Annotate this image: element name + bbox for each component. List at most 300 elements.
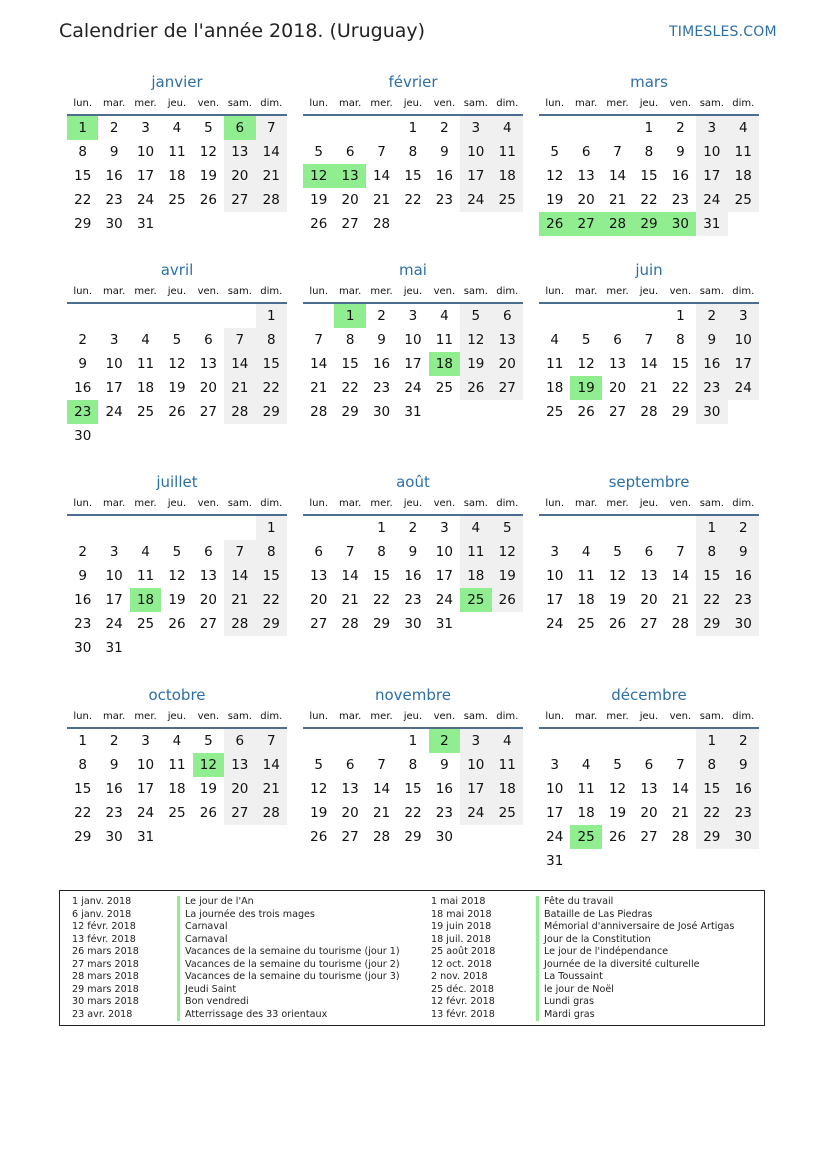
weekday-label: sam. [463, 286, 488, 297]
week-row [67, 424, 287, 448]
day-empty [334, 729, 365, 753]
holiday-name: Vacances de la semaine du tourisme (jour 3) [177, 971, 400, 984]
day-cell: 6 [345, 144, 355, 160]
day-cell: 10 [546, 568, 564, 584]
week-row [539, 825, 759, 849]
month-name: avril [160, 261, 194, 279]
month-name: décembre [611, 686, 687, 704]
weekday-label: lun. [309, 498, 329, 509]
week-row [67, 516, 287, 540]
day-empty [570, 516, 601, 540]
day-cell: 6 [345, 757, 355, 773]
day-empty [728, 400, 759, 424]
day-cell: 5 [172, 332, 182, 348]
holiday-entry [72, 984, 400, 997]
month-1 [67, 70, 287, 236]
day-cell: 27 [224, 801, 255, 825]
day-cell: 10 [435, 544, 453, 560]
day-empty [539, 729, 570, 753]
day-cell: 10 [105, 356, 123, 372]
month-5 [303, 258, 523, 424]
week-row [67, 140, 287, 164]
day-cell: 14 [640, 356, 658, 372]
day-holiday: 18 [130, 588, 161, 612]
weekday-label: jeu. [639, 498, 659, 509]
day-cell: 24 [728, 376, 759, 400]
month-4 [67, 258, 287, 448]
weekday-label: jeu. [403, 98, 423, 109]
weekday-label: dim. [496, 711, 519, 722]
weekday-label: sam. [699, 498, 724, 509]
day-cell: 2 [78, 544, 87, 560]
day-cell: 24 [136, 805, 155, 821]
week-row [539, 400, 759, 424]
weekday-label: mer. [134, 286, 157, 297]
brand-link[interactable]: TIMESLES.COM [669, 24, 777, 40]
day-cell: 7 [256, 729, 287, 753]
holiday-date: 29 mars 2018 [72, 983, 139, 995]
day-empty [256, 212, 287, 236]
day-empty [130, 304, 161, 328]
weekday-label: sam. [463, 711, 488, 722]
holiday-entry [72, 1009, 400, 1022]
day-cell: 27 [640, 829, 658, 845]
day-cell: 31 [404, 404, 422, 420]
day-cell: 6 [204, 544, 213, 560]
week-row [67, 400, 287, 424]
day-cell: 29 [341, 404, 359, 420]
day-cell: 2 [78, 332, 87, 348]
day-empty [728, 212, 759, 236]
day-cell: 1 [256, 516, 287, 540]
day-cell: 22 [640, 192, 658, 208]
week-row [539, 801, 759, 825]
day-cell: 28 [640, 404, 658, 420]
day-cell: 19 [168, 380, 186, 396]
day-cell: 27 [199, 616, 217, 632]
day-cell: 15 [341, 356, 359, 372]
day-empty [492, 825, 523, 849]
day-cell: 5 [492, 516, 523, 540]
month-name: février [388, 73, 438, 91]
day-cell: 8 [377, 544, 386, 560]
day-cell: 17 [105, 592, 123, 608]
day-cell: 10 [404, 332, 422, 348]
day-cell: 23 [404, 592, 422, 608]
day-cell: 9 [78, 568, 87, 584]
day-cell: 15 [74, 168, 92, 184]
weekday-label: sam. [227, 98, 252, 109]
day-cell: 21 [671, 592, 689, 608]
day-cell: 11 [460, 540, 491, 564]
month-10 [67, 683, 287, 849]
day-empty [366, 729, 397, 753]
day-cell: 30 [74, 640, 92, 656]
day-cell: 16 [105, 168, 123, 184]
day-holiday: 27 [570, 212, 601, 236]
day-cell: 11 [577, 568, 595, 584]
month-name: juin [635, 261, 663, 279]
day-empty [161, 424, 192, 448]
day-empty [193, 825, 224, 849]
day-cell: 2 [440, 120, 449, 136]
weekday-label: mar. [339, 498, 362, 509]
day-cell: 23 [435, 805, 453, 821]
day-cell: 19 [460, 352, 491, 376]
day-holiday: 12 [193, 753, 224, 777]
day-cell: 19 [168, 592, 186, 608]
day-cell: 13 [577, 168, 595, 184]
day-cell: 24 [136, 192, 155, 208]
weekday-label: dim. [260, 98, 283, 109]
day-cell: 24 [435, 592, 453, 608]
day-cell: 15 [640, 168, 658, 184]
day-cell: 11 [136, 568, 155, 584]
day-cell: 7 [345, 544, 355, 560]
day-cell: 16 [435, 781, 453, 797]
day-cell: 14 [341, 568, 359, 584]
day-cell: 25 [728, 188, 759, 212]
weekday-label: ven. [197, 711, 220, 722]
day-empty [193, 636, 224, 660]
day-cell: 26 [199, 192, 217, 208]
day-cell: 16 [74, 592, 92, 608]
day-cell: 1 [696, 729, 727, 753]
day-cell: 24 [105, 404, 123, 420]
month-6 [539, 258, 759, 424]
day-cell: 28 [224, 612, 255, 636]
day-cell: 20 [341, 805, 359, 821]
day-empty [696, 849, 727, 873]
day-cell: 26 [460, 376, 491, 400]
day-cell: 23 [74, 616, 92, 632]
day-cell: 22 [256, 588, 287, 612]
day-cell: 17 [404, 356, 422, 372]
week-row [67, 729, 287, 753]
weekday-label: ven. [433, 711, 456, 722]
day-cell: 4 [141, 544, 150, 560]
holiday-entry [431, 896, 734, 909]
day-empty [397, 212, 428, 236]
day-cell: 21 [640, 380, 658, 396]
weekday-header [303, 282, 523, 304]
day-cell: 24 [546, 829, 564, 845]
day-cell: 7 [256, 116, 287, 140]
weekday-label: jeu. [403, 711, 423, 722]
weekday-label: sam. [227, 498, 252, 509]
week-row [67, 212, 287, 236]
day-cell: 8 [696, 753, 727, 777]
day-cell: 14 [224, 352, 255, 376]
day-cell: 12 [492, 540, 523, 564]
weekday-label: jeu. [167, 711, 187, 722]
day-cell: 29 [256, 400, 287, 424]
day-cell: 19 [608, 592, 627, 608]
week-row [67, 188, 287, 212]
week-row [539, 753, 759, 777]
week-row [539, 352, 759, 376]
holiday-legend [59, 890, 765, 1026]
day-empty [256, 636, 287, 660]
day-cell: 6 [224, 729, 255, 753]
month-name: septembre [608, 473, 690, 491]
holiday-date: 1 mai 2018 [431, 896, 486, 907]
day-cell: 10 [136, 757, 155, 773]
weekday-label: jeu. [639, 711, 659, 722]
day-cell: 30 [435, 829, 453, 845]
day-empty [539, 116, 570, 140]
day-cell: 8 [408, 144, 418, 160]
day-cell: 3 [460, 116, 491, 140]
week-row [539, 376, 759, 400]
day-cell: 5 [204, 733, 213, 749]
day-empty [98, 516, 129, 540]
day-cell: 1 [256, 304, 287, 328]
holiday-entry [72, 946, 400, 959]
holiday-date: 23 avr. 2018 [72, 1008, 133, 1020]
day-cell: 17 [546, 805, 564, 821]
holiday-entry [431, 921, 734, 934]
weekday-label: mer. [370, 286, 393, 297]
day-cell: 22 [404, 192, 422, 208]
weekday-label: sam. [463, 98, 488, 109]
week-row [67, 376, 287, 400]
day-cell: 18 [577, 805, 595, 821]
weekday-label: jeu. [403, 286, 423, 297]
week-row [67, 588, 287, 612]
day-cell: 13 [492, 328, 523, 352]
week-row [539, 116, 759, 140]
holiday-date: 12 févr. 2018 [72, 921, 136, 932]
day-cell: 10 [728, 328, 759, 352]
weekday-label: mer. [134, 98, 157, 109]
day-empty [602, 729, 633, 753]
day-cell: 21 [608, 192, 627, 208]
day-cell: 23 [372, 380, 391, 396]
weekday-label: mer. [606, 98, 629, 109]
day-cell: 16 [372, 356, 391, 372]
week-row [539, 612, 759, 636]
day-cell: 16 [728, 564, 759, 588]
weekday-label: lun. [309, 98, 329, 109]
day-cell: 17 [105, 380, 123, 396]
day-holiday: 28 [602, 212, 633, 236]
day-cell: 21 [671, 805, 689, 821]
weekday-label: mer. [370, 98, 393, 109]
day-cell: 31 [546, 853, 564, 869]
day-cell: 20 [577, 192, 595, 208]
day-cell: 30 [105, 216, 123, 232]
day-cell: 14 [372, 168, 391, 184]
holiday-entry [431, 996, 734, 1009]
day-cell: 3 [440, 520, 449, 536]
day-cell: 26 [168, 616, 186, 632]
month-12 [539, 683, 759, 873]
day-empty [492, 400, 523, 424]
day-cell: 24 [460, 801, 491, 825]
day-cell: 30 [74, 428, 92, 444]
day-empty [193, 304, 224, 328]
day-cell: 5 [314, 144, 323, 160]
day-cell: 5 [550, 144, 559, 160]
day-cell: 28 [671, 829, 689, 845]
day-empty [429, 212, 460, 236]
day-cell: 4 [728, 116, 759, 140]
day-cell: 17 [435, 568, 453, 584]
holiday-date: 26 mars 2018 [72, 946, 139, 957]
day-cell: 3 [109, 544, 119, 560]
day-cell: 18 [168, 781, 186, 797]
month-name: août [396, 473, 430, 491]
month-name: mai [399, 261, 427, 279]
week-row [539, 164, 759, 188]
day-empty [633, 304, 664, 328]
day-cell: 11 [492, 140, 523, 164]
day-cell: 10 [546, 781, 564, 797]
day-cell: 27 [492, 376, 523, 400]
weekday-label: lun. [545, 286, 565, 297]
day-holiday: 1 [67, 116, 98, 140]
holiday-date: 25 déc. 2018 [431, 983, 495, 995]
day-cell: 8 [78, 757, 87, 773]
day-cell: 5 [204, 120, 213, 136]
day-cell: 4 [550, 332, 559, 348]
day-cell: 19 [310, 805, 328, 821]
day-cell: 2 [728, 729, 759, 753]
day-cell: 17 [696, 164, 727, 188]
day-cell: 8 [644, 144, 654, 160]
holiday-name: le jour de Noël [536, 984, 614, 997]
day-cell: 25 [136, 616, 155, 632]
day-cell: 1 [78, 733, 87, 749]
holiday-entry [72, 996, 400, 1009]
weekday-label: dim. [260, 711, 283, 722]
day-cell: 21 [310, 380, 328, 396]
month-name: mars [630, 73, 668, 91]
day-cell: 15 [696, 564, 727, 588]
day-cell: 24 [696, 188, 727, 212]
day-cell: 2 [676, 120, 685, 136]
day-cell: 14 [372, 781, 391, 797]
day-cell: 18 [492, 164, 523, 188]
holiday-name: Vacances de la semaine du tourisme (jour 2) [177, 959, 400, 972]
weekday-label: ven. [433, 286, 456, 297]
day-cell: 13 [199, 568, 217, 584]
day-cell: 15 [404, 168, 422, 184]
day-cell: 25 [168, 805, 186, 821]
weekday-label: mer. [606, 711, 629, 722]
day-empty [728, 849, 759, 873]
day-cell: 15 [671, 356, 689, 372]
month-9 [539, 470, 759, 636]
day-cell: 11 [168, 757, 186, 773]
day-cell: 3 [109, 332, 119, 348]
day-cell: 10 [136, 144, 155, 160]
day-cell: 15 [696, 777, 727, 801]
day-cell: 7 [314, 332, 323, 348]
day-cell: 18 [728, 164, 759, 188]
weekday-label: dim. [496, 498, 519, 509]
week-row [539, 328, 759, 352]
day-cell: 25 [577, 616, 595, 632]
day-cell: 20 [492, 352, 523, 376]
holiday-entry [431, 946, 734, 959]
holiday-entry [431, 959, 734, 972]
day-empty [98, 424, 129, 448]
day-cell: 30 [105, 829, 123, 845]
day-empty [460, 400, 491, 424]
week-row [303, 801, 523, 825]
month-name: janvier [151, 73, 203, 91]
weekday-label: lun. [73, 98, 93, 109]
week-row [539, 588, 759, 612]
day-cell: 8 [696, 540, 727, 564]
weekday-label: lun. [545, 498, 565, 509]
day-cell: 4 [492, 116, 523, 140]
day-cell: 12 [608, 568, 627, 584]
day-cell: 7 [224, 328, 255, 352]
day-cell: 29 [696, 612, 727, 636]
day-cell: 24 [404, 380, 422, 396]
day-cell: 7 [676, 544, 685, 560]
holiday-date: 18 juil. 2018 [431, 933, 491, 945]
holiday-entry [431, 909, 734, 922]
day-cell: 3 [141, 120, 150, 136]
weekday-header [539, 494, 759, 516]
weekday-header [539, 94, 759, 116]
weekday-label: dim. [496, 286, 519, 297]
weekday-label: jeu. [167, 286, 187, 297]
week-row [539, 212, 759, 236]
weekday-label: ven. [197, 98, 220, 109]
day-cell: 12 [310, 781, 328, 797]
day-cell: 18 [492, 777, 523, 801]
day-cell: 9 [377, 332, 386, 348]
day-cell: 4 [581, 544, 591, 560]
day-cell: 22 [404, 805, 422, 821]
day-cell: 28 [341, 616, 359, 632]
weekday-label: ven. [669, 286, 692, 297]
day-cell: 6 [613, 332, 622, 348]
day-empty [303, 116, 334, 140]
day-cell: 9 [109, 144, 119, 160]
day-cell: 9 [440, 144, 449, 160]
day-cell: 20 [640, 592, 658, 608]
holiday-entry [72, 971, 400, 984]
day-cell: 21 [256, 777, 287, 801]
day-cell: 8 [345, 332, 355, 348]
day-empty [665, 729, 696, 753]
day-cell: 13 [310, 568, 328, 584]
day-cell: 29 [256, 612, 287, 636]
day-cell: 27 [341, 216, 359, 232]
day-empty [130, 424, 161, 448]
week-row [539, 304, 759, 328]
week-row [539, 540, 759, 564]
day-cell: 16 [105, 781, 123, 797]
day-cell: 22 [696, 801, 727, 825]
week-row [67, 116, 287, 140]
day-cell: 20 [199, 380, 217, 396]
holiday-entry [72, 909, 400, 922]
holiday-entry [431, 971, 734, 984]
holiday-column-2 [431, 896, 734, 1021]
holiday-date: 12 févr. 2018 [431, 996, 495, 1007]
day-cell: 2 [408, 520, 418, 536]
weekday-label: ven. [433, 98, 456, 109]
month-name: juillet [156, 473, 198, 491]
weekday-label: mer. [606, 286, 629, 297]
